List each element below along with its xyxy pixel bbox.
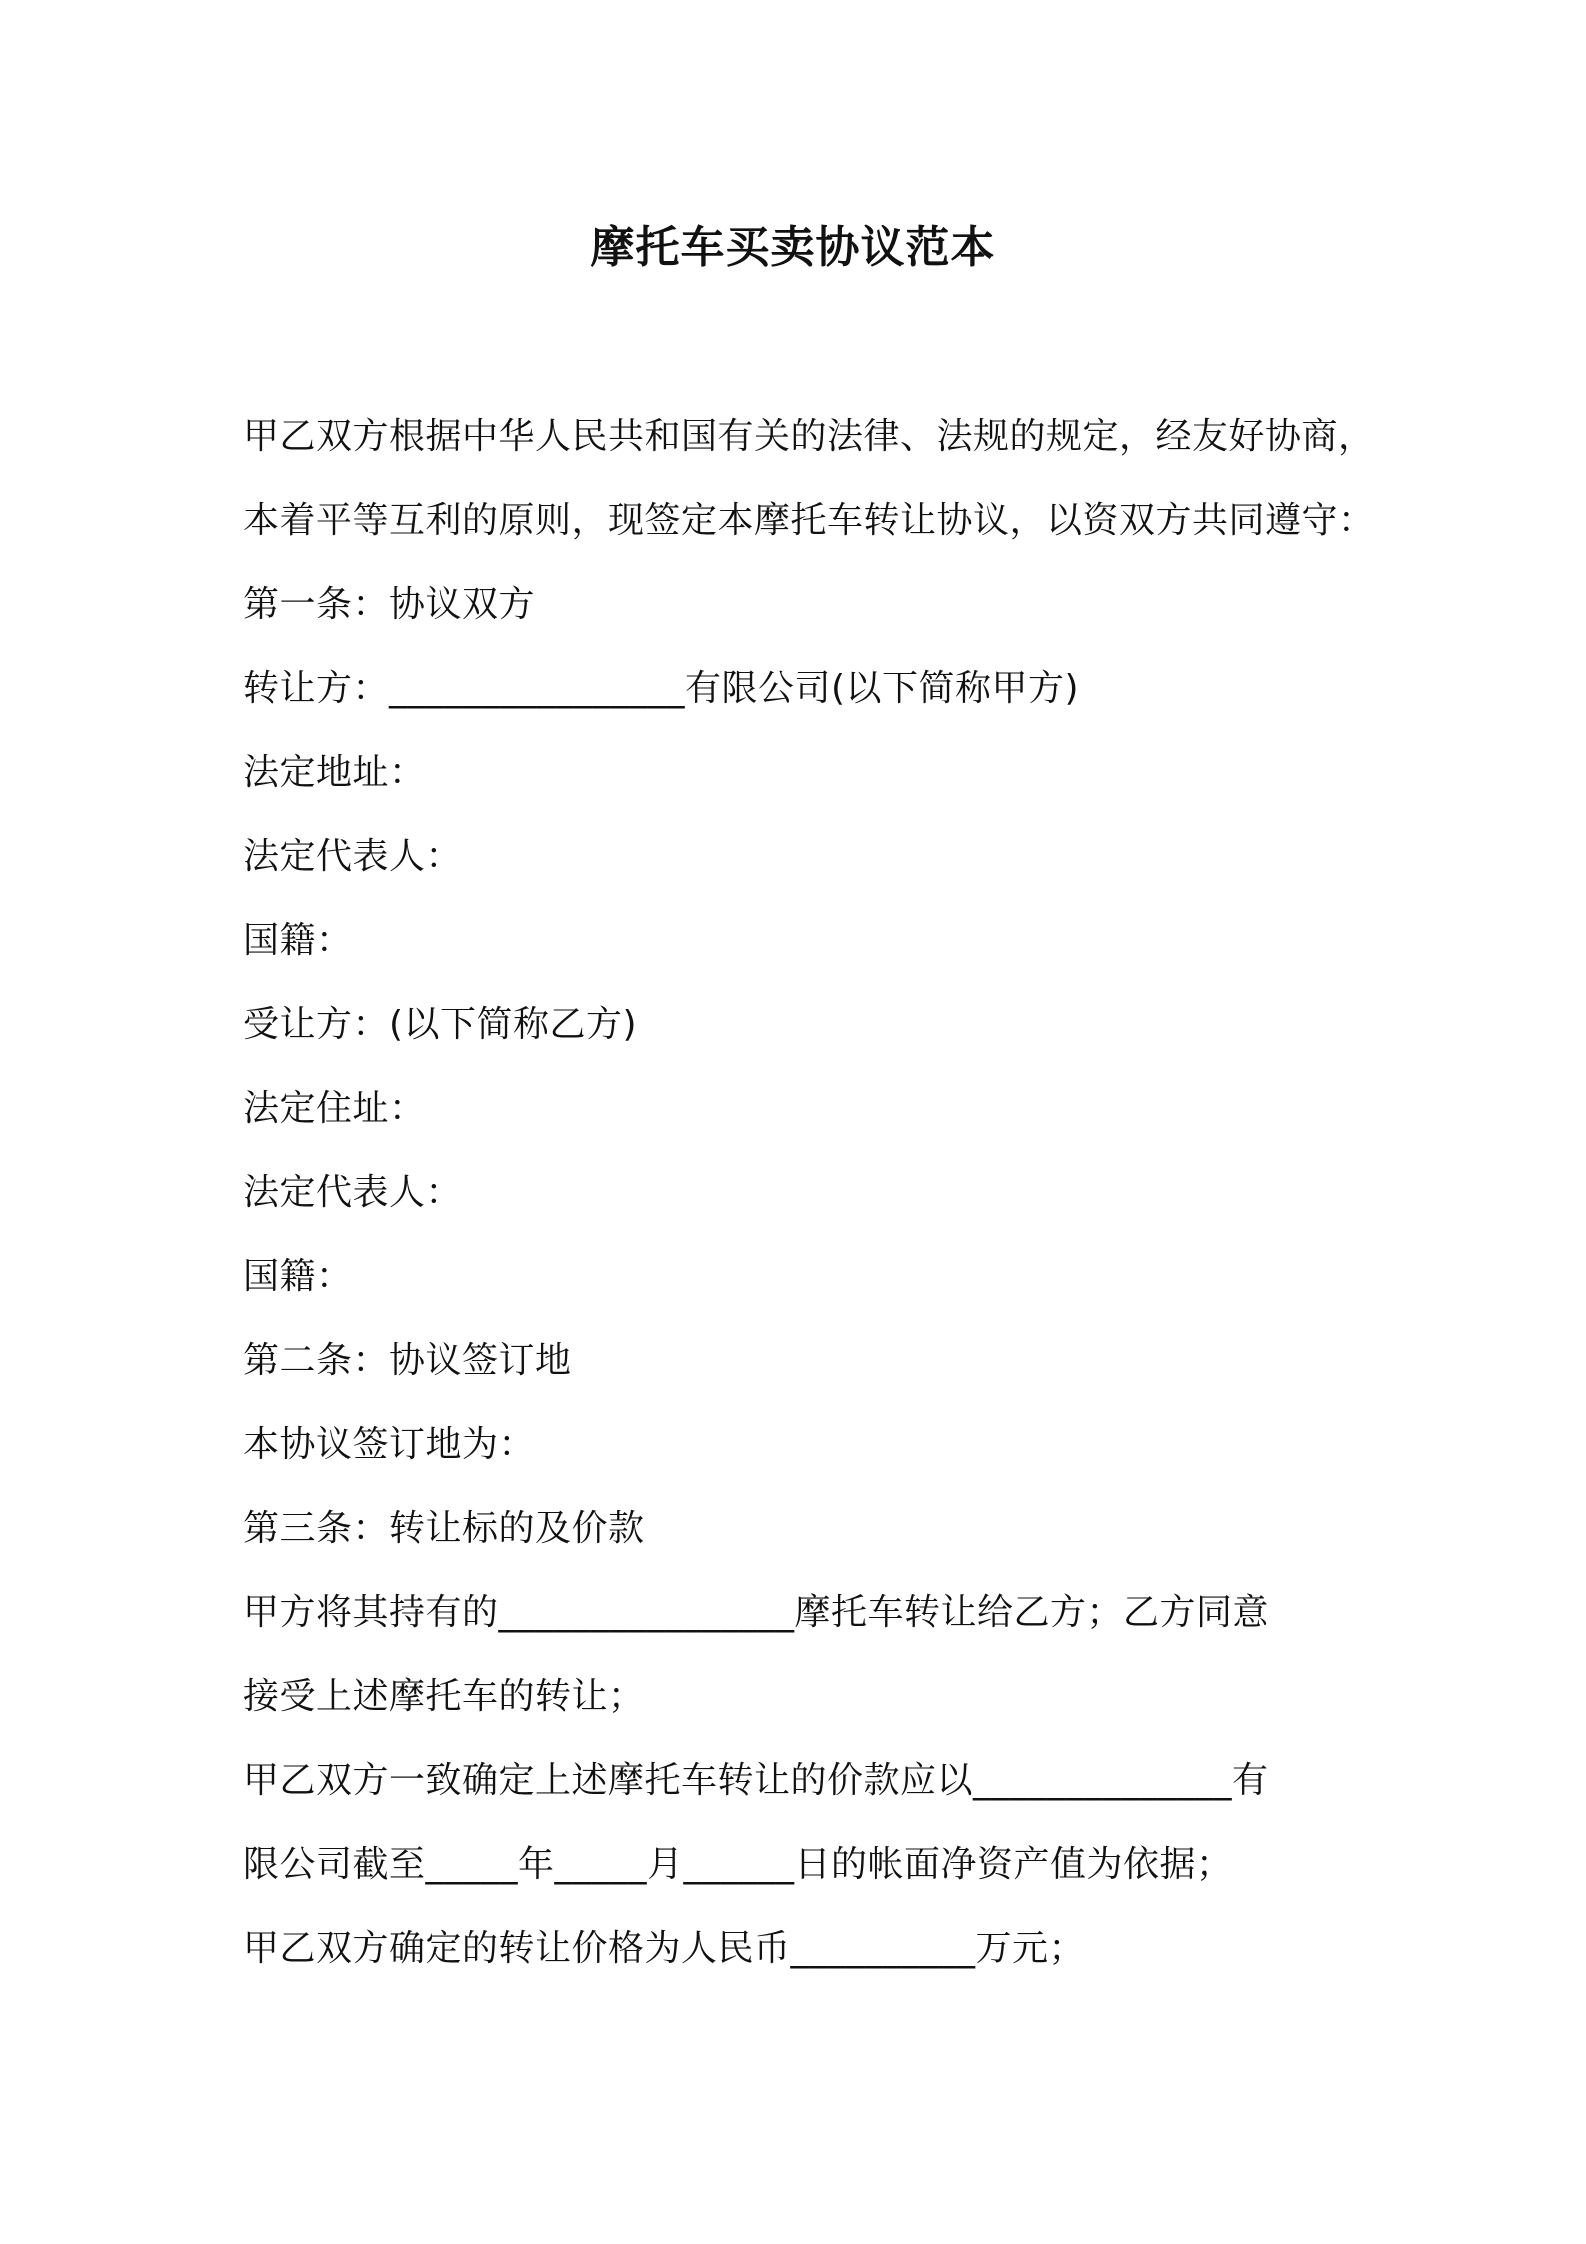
paragraph-intro-line-1: 甲乙双方根据中华人民共和国有关的法律、法规的规定，经友好协商，	[243, 416, 1375, 457]
legal-representative-line-a: 法定代表人：	[243, 836, 463, 877]
document-title: 摩托车买卖协议范本	[590, 222, 996, 273]
legal-address-line: 法定地址：	[243, 752, 426, 793]
legal-representative-line-b: 法定代表人：	[243, 1172, 463, 1213]
transferee-line: 受让方：(以下简称乙方)	[243, 1004, 638, 1045]
transfer-subject-line-1: 甲方将其持有的________________摩托车转让给乙方；乙方同意	[243, 1592, 1270, 1633]
price-basis-line-2: 限公司截至_____年_____月______日的帐面净资产值为依据；	[243, 1844, 1233, 1885]
article-3-heading: 第三条：转让标的及价款	[243, 1508, 645, 1549]
paragraph-intro-line-2: 本着平等互利的原则，现签定本摩托车转让协议，以资双方共同遵守：	[243, 500, 1375, 541]
transferor-line: 转让方：________________有限公司(以下简称甲方)	[243, 668, 1080, 709]
article-2-heading: 第二条：协议签订地	[243, 1340, 572, 1381]
price-amount-line: 甲乙双方确定的转让价格为人民币__________万元；	[243, 1928, 1086, 1969]
signing-place-line: 本协议签订地为：	[243, 1424, 536, 1465]
nationality-line-b: 国籍：	[243, 1256, 353, 1297]
nationality-line-a: 国籍：	[243, 920, 353, 961]
transfer-subject-line-2: 接受上述摩托车的转让；	[243, 1676, 645, 1717]
price-basis-line-1: 甲乙双方一致确定上述摩托车转让的价款应以______________有	[243, 1760, 1269, 1801]
legal-residence-line: 法定住址：	[243, 1088, 426, 1129]
article-1-heading: 第一条：协议双方	[243, 584, 536, 625]
